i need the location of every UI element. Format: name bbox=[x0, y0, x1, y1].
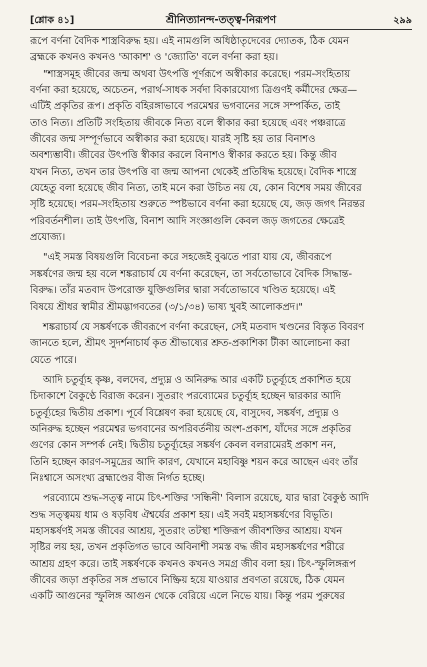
text-line: যেতে পারে। bbox=[30, 354, 77, 366]
text-line: সৃষ্টি হয়েছে। পরম-সংহিতায় শুরুতে স্পষ্টভাবে বর্ণনা করা হয়েছে যে, জড় জগৎ নিরন্তর bbox=[30, 199, 365, 211]
text-line: আশ্রয় গ্রহণ করে। তাই সঙ্কর্ষণকে কখনও কখনও সমগ্র জীব বলা হয়। চিৎ-স্ফুলিঙ্গরূপ bbox=[30, 558, 356, 570]
text-line: গুণের কোন সম্পর্ক নেই। দ্বিতীয় চতুর্ব্যূহের সঙ্কর্ষণ কেবল বলরামেরই প্রকাশ নন, bbox=[30, 440, 337, 452]
text-line: নিঃশ্বাসে অসংখ্য ব্রহ্মাণ্ডের বীজ নির্গত হচ্ছে। bbox=[30, 472, 205, 484]
text-line: "শাস্ত্রসমূহ জীবের জন্ম অথবা উৎপত্তি পূর্ণরূপে অস্বীকার করেছে। পরম-সংহিতায় bbox=[43, 68, 351, 80]
chapter-title: শ্রীনিত্যানন্দ-তত্ত্ব-নিরূপণ bbox=[165, 14, 277, 26]
text-line: শঙ্করাচার্য যে সঙ্কর্ষণকে জীবরূপে বর্ণনা করেছেন, সেই মতবাদ খণ্ডনের বিস্তৃত বিবরণ bbox=[43, 321, 365, 333]
text-line: এটিই প্রকৃতির রূপ। প্রকৃতি বহিরঙ্গাভাবে পরমেশ্বর ভগবানের সঙ্গে সম্পর্কিত, তাই bbox=[30, 101, 340, 113]
page-body-text bbox=[30, 34, 412, 606]
text-line: জানতে হলে, শ্রীমৎ সুদর্শনাচার্য কৃত শ্রীভাষ্যের শ্রুত-প্রকাশিকা টীকা আলোচনা করা bbox=[30, 338, 350, 350]
text-line: জীবের জড়া প্রকৃতির সঙ্গ প্রভাবে নিষ্ক্রিয় হয়ে যাওয়ার প্রবণতা রয়েছে, ঠিক যেমন bbox=[30, 575, 345, 586]
text-line: সৃষ্টির লয় হয়, তখন প্রকৃতিগত ভাবে অবিনাশী সমস্ত বদ্ধ জীব মহাসঙ্কর্ষণের শরীরে bbox=[30, 542, 345, 554]
text-line: চতুর্ব্যূহের দ্বিতীয় প্রকাশ। পূর্বে বিশ্লেষণ করা হয়েছে যে, বাসুদেব, সঙ্কর্ষণ, প্রদ্যুম্ন ও bbox=[30, 407, 339, 419]
text-line: পরব্যোমে শুদ্ধ-সত্ত্ব নামে চিৎ-শক্তির 'সন্ধিনী' বিলাস রয়েছে, যার দ্বারা বৈকুণ্ঠ আদি bbox=[43, 493, 369, 505]
text-line: জীবের জন্ম সম্পূর্ণভাবে অস্বীকার করা হয়েছে। যারই সৃষ্টি হয় তার বিনাশও bbox=[30, 134, 316, 146]
text-line: তাও নিত্য। প্রতিটি সংহিতায় জীবকে নিত্য বলে স্বীকার করা হয়েছে এবং পঞ্চরাত্রে bbox=[30, 117, 346, 129]
text-line: প্রযোজ্য। bbox=[30, 232, 66, 244]
text-line: বর্ণনা করা হয়েছে, অচেতন, পরার্থ-সাধক সর্বদা বিকারযোগ্য ত্রিগুণই কর্মীদের ক্ষেত্র— bbox=[30, 85, 358, 97]
page-number: ২৯৯ bbox=[393, 15, 412, 26]
book-page bbox=[30, 10, 412, 660]
text-line: আদি চতুর্ব্যূহ কৃষ্ণ, বলদেব, প্রদ্যুম্ন ও অনিরুদ্ধ আর একটি চতুর্ব্যূহে প্রকাশিত হয়ে bbox=[43, 374, 351, 386]
text-line: সঙ্কর্ষণের জন্ম হয় বলে শঙ্করাচার্য যে বর্ণনা করেছেন, তা সর্বতোভাবে বৈদিক সিদ্ধান্ত- bbox=[30, 268, 353, 280]
text-line: ব্রহ্মকে কখনও কখনও 'আকাশ' ও 'জ্যোতি' বলে বর্ণনা করা হয়। bbox=[30, 52, 279, 64]
text-line: বিরুদ্ধ। তাঁর মতবাদ উপরোক্ত যুক্তিগুলির দ্বারা সর্বতোভাবে খণ্ডিত হয়েছে। এই bbox=[30, 285, 335, 297]
verse-reference: [শ্লোক ৪১] bbox=[30, 15, 75, 26]
text-line: অনিরুদ্ধ হচ্ছেন পরমেশ্বর ভগবানের অপরিবর্তনীয় অংশ-প্রকাশ, যাঁদের সঙ্গে প্রকৃতির bbox=[30, 423, 352, 435]
text-line: মহাসঙ্কর্ষণই সমস্ত জীবের আশ্রয়, সুতরাং তটস্থা শক্তিরূপ জীবশক্তির আশ্রয়। যখন bbox=[30, 525, 343, 537]
text-line: অবশ্যম্ভাবী। জীবের উৎপত্তি স্বীকার করলে বিনাশও স্বীকার করতে হয়। কিন্তু জীব bbox=[30, 150, 337, 162]
text-line: শুদ্ধ সত্ত্বময় ধাম ও ষড়বিধ ঐশ্বর্যের প্রকাশ হয়। এই সবই মহাসঙ্কর্ষণের বিভূতি। bbox=[30, 509, 333, 521]
text-line: রূপে বর্ণনা বৈদিক শাস্ত্রবিরুদ্ধ হয়। এই নামগুলি অধিষ্ঠাতৃদেবের দ্যোতক, ঠিক যেমন bbox=[30, 36, 350, 47]
text-line: একটি আগুনের স্ফুলিঙ্গ আগুন থেকে বেরিয়ে এলে নিভে যায়। কিন্তু পরম পুরুষের bbox=[30, 591, 345, 603]
running-header bbox=[30, 10, 412, 30]
header-rule bbox=[30, 29, 412, 30]
text-line: যেহেতু বলা হয়েছে জীব নিত্য, তাই মনে করা উচিত নয় যে, কোন বিশেষ সময় জীবের bbox=[30, 183, 362, 195]
text-line: তিনি হচ্ছেন কারণ-সমুদ্রের আদি কারণ, যেখানে মহাবিষ্ণু শয়ন করে আছেন এবং তাঁর bbox=[30, 456, 358, 468]
text-line: বিষয়ে শ্রীধর স্বামীর শ্রীমদ্ভাগবতের (৩/১/৩৪) ভাষ্য খুবই আলোকপ্রদ।" bbox=[30, 301, 303, 313]
text-line: "এই সমস্ত বিষয়গুলি বিবেচনা করে সহজেই বুঝতে পারা যায় যে, জীবরূপে bbox=[43, 252, 332, 264]
text-line: চিদাকাশে বৈকুণ্ঠে বিরাজ করেন। সুতরাং পরব্যোমের চতুর্ব্যূহ হচ্ছেন দ্বারকার আদি bbox=[30, 391, 341, 403]
text-line: পরিবর্তনশীল। তাই উৎপত্তি, বিনাশ আদি সংজ্ঞাগুলি কেবল জড় জগতের ক্ষেত্রেই bbox=[30, 215, 345, 227]
text-line: যখন নিত্য, তখন তার উৎপত্তি বা জন্ম আপনা থেকেই প্রতিষিদ্ধ হয়েছে। বৈদিক শাস্ত্রে bbox=[30, 166, 357, 178]
